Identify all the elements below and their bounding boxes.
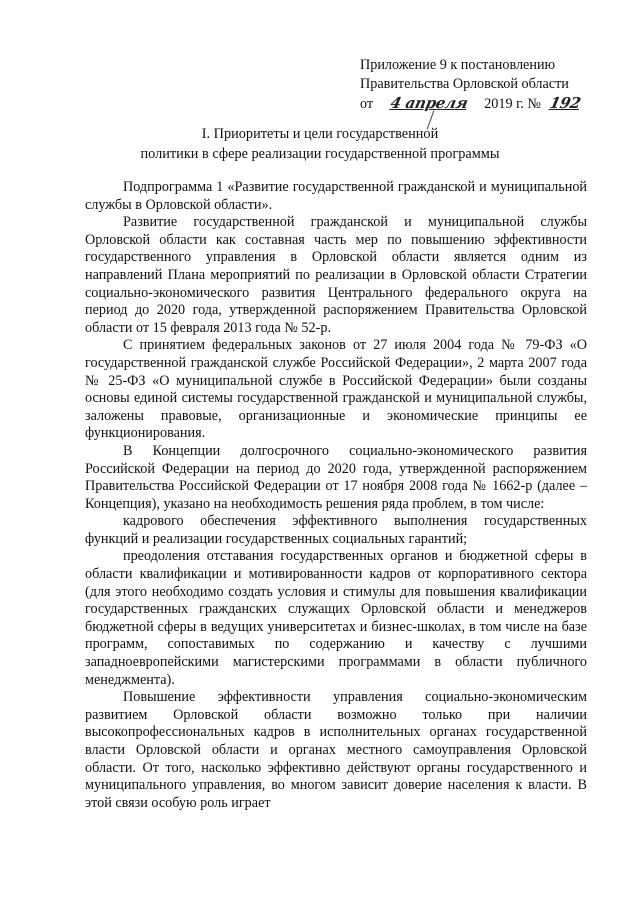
year-text: 2019 г. № (484, 96, 541, 112)
header-line-2: Правительства Орловской области (360, 76, 569, 92)
section-title-line-1: I. Приоритеты и цели государственной (201, 126, 439, 142)
paragraph: преодоления отставания государственных органов и бюджетной сферы в области квалификации и мотивированности кадров от корпоративного сектора (для этого необходимо создать условия и стимулы для повышения квалификации государственных гражданских служащих Орловской области и менеджеров бюджетной сферы в ведущих университетах и бизнес-школах, в том числе на базе программ, сопоставимых по содержанию и качеству с лучшими западноевропейскими магистерскими программами в области публичного менеджмента). (85, 548, 587, 688)
paragraph: В Концепции долгосрочного социально-экономического развития Российской Федерации на период до 2020 года, утвержденной распоряжением Правительства Российской Федерации от 17 ноября 2008 года № 1662-р (далее – Концепция), указано на необходимость решения ряда проблем, в том числе: (85, 442, 587, 512)
handwritten-date: 4 апреля (388, 94, 470, 112)
header-line-1: Приложение 9 к постановлению (360, 57, 556, 73)
document-body (85, 179, 587, 812)
appendix-header (360, 56, 610, 114)
paragraph: кадрового обеспечения эффективного выполнения государственных функций и реализации государственных социальных гарантий; (85, 513, 587, 547)
section-title-line-2: политики в сфере реализации государственной программы (140, 146, 500, 162)
paragraph: Подпрограмма 1 «Развитие государственной гражданской и муниципальной службы в Орловской области». (85, 179, 587, 213)
header-date-line (360, 94, 610, 114)
date-prefix: от (360, 96, 374, 112)
paragraph: С принятием федеральных законов от 27 июля 2004 года № 79-ФЗ «О государственной гражданской службе Российской Федерации», 2 марта 2007 года № 25-ФЗ «О муниципальной службе в Российской Федерации» были созданы основы единой системы государственной гражданской и муниципальной службы, заложены правовые, организационные и экономические принципы ее функционирования. (85, 337, 587, 442)
paragraph: Повышение эффективности управления социально-экономическим развитием Орловской области возможно только при наличии высокопрофессиональных кадров в исполнительных органах государственной власти Орловской области и органах местного самоуправления Орловской области. От того, насколько эффективно действуют органы государственного и муниципального управления, во многом зависит доверие населения к власти. В этой связи особую роль играет (85, 689, 587, 811)
handwritten-number: 192 (547, 94, 582, 112)
section-title (85, 124, 555, 164)
paragraph: Развитие государственной гражданской и муниципальной службы Орловской области как составная часть мер по повышению эффективности государственного управления в Орловской области является одним из направлений Плана мероприятий по реализации в Орловской области Стратегии социально-экономического развития Центрального федерального округа на период до 2020 года, утвержденной распоряжением Правительства Орловской области от 15 февраля 2013 года № 52-р. (85, 214, 587, 336)
